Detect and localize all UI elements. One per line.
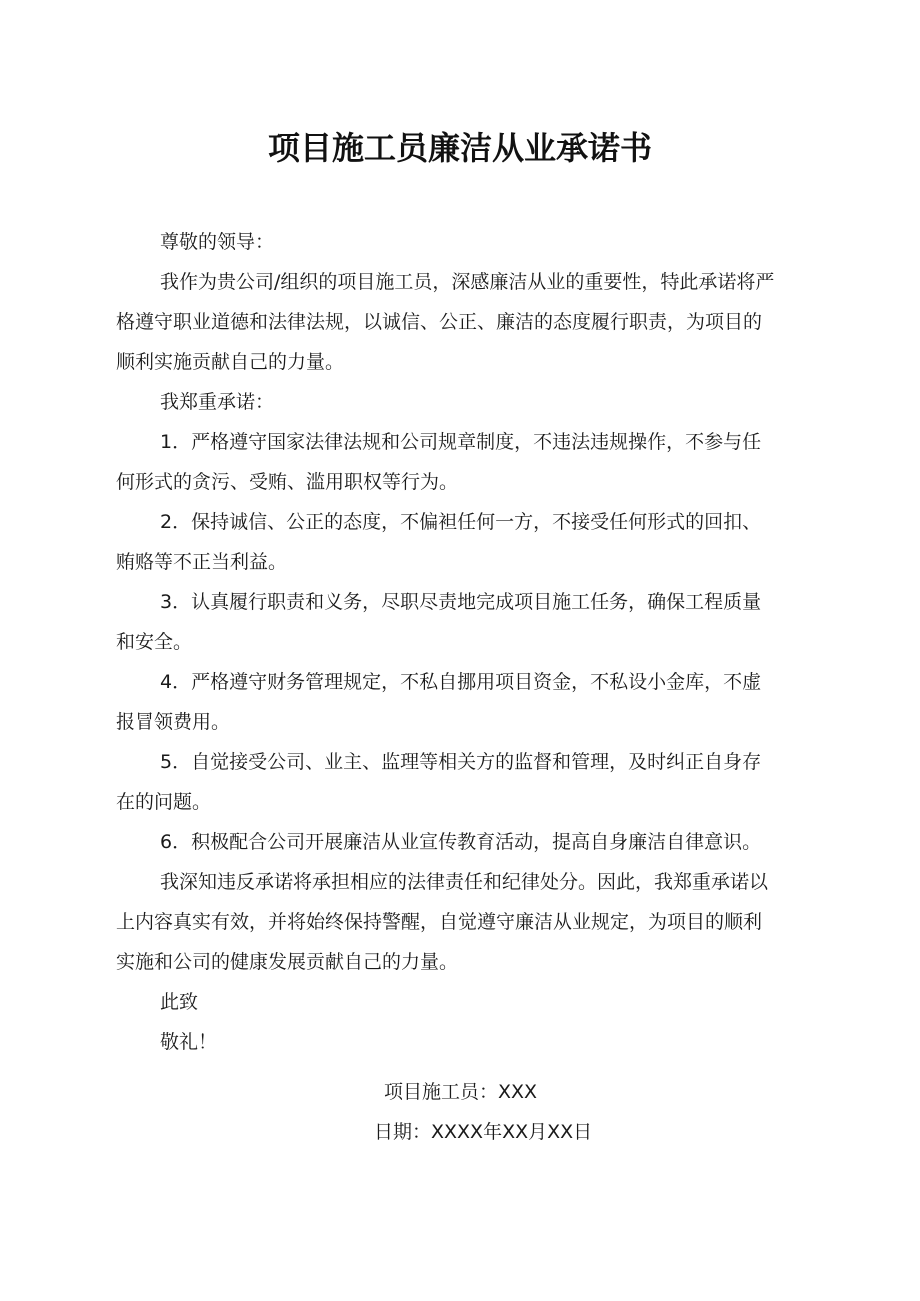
regards-line-1: 此致 xyxy=(160,991,199,1013)
pledge-item-5-line-2: 在的问题。 xyxy=(116,791,212,813)
pledge-item-3-line-2: 和安全。 xyxy=(116,631,193,653)
pledge-item-5-line-1: 5．自觉接受公司、业主、监理等相关方的监督和管理，及时纠正自身存 xyxy=(160,751,762,773)
pledge-item-1-line-1: 1．严格遵守国家法律法规和公司规章制度，不违法违规操作，不参与任 xyxy=(160,431,762,453)
salutation: 尊敬的领导： xyxy=(160,231,275,253)
regards-line-2: 敬礼！ xyxy=(160,1031,218,1053)
closing-line-3: 实施和公司的健康发展贡献自己的力量。 xyxy=(116,951,459,973)
document-title: 项目施工员廉洁从业承诺书 xyxy=(267,129,652,167)
closing-line-2: 上内容真实有效，并将始终保持警醒，自觉遵守廉洁从业规定，为项目的顺利 xyxy=(116,911,763,933)
closing-line-1: 我深知违反承诺将承担相应的法律责任和纪律处分。因此，我郑重承诺以 xyxy=(160,871,769,893)
pledge-heading: 我郑重承诺： xyxy=(160,391,275,413)
pledge-item-1-line-2: 何形式的贪污、受贿、滥用职权等行为。 xyxy=(116,471,459,493)
pledge-item-2-line-2: 贿赂等不正当利益。 xyxy=(116,551,288,573)
date: 日期：XXXX年XX月XX日 xyxy=(374,1121,593,1143)
document-body xyxy=(116,222,806,1062)
intro-line-3: 顺利实施贡献自己的力量。 xyxy=(116,351,345,373)
pledge-item-6-line-1: 6．积极配合公司开展廉洁从业宣传教育活动，提高自身廉洁自律意识。 xyxy=(160,831,762,853)
intro-line-2: 格遵守职业道德和法律法规，以诚信、公正、廉洁的态度履行职责，为项目的 xyxy=(116,311,763,333)
pledge-item-4-line-2: 报冒领费用。 xyxy=(116,711,231,733)
intro-line-1: 我作为贵公司/组织的项目施工员，深感廉洁从业的重要性，特此承诺将严 xyxy=(160,271,775,293)
signature: 项目施工员：XXX xyxy=(384,1081,538,1103)
pledge-item-4-line-1: 4．严格遵守财务管理规定，不私自挪用项目资金，不私设小金库，不虚 xyxy=(160,671,762,693)
pledge-item-2-line-1: 2．保持诚信、公正的态度，不偏袒任何一方，不接受任何形式的回扣、 xyxy=(160,511,762,533)
pledge-item-3-line-1: 3．认真履行职责和义务，尽职尽责地完成项目施工任务，确保工程质量 xyxy=(160,591,762,613)
